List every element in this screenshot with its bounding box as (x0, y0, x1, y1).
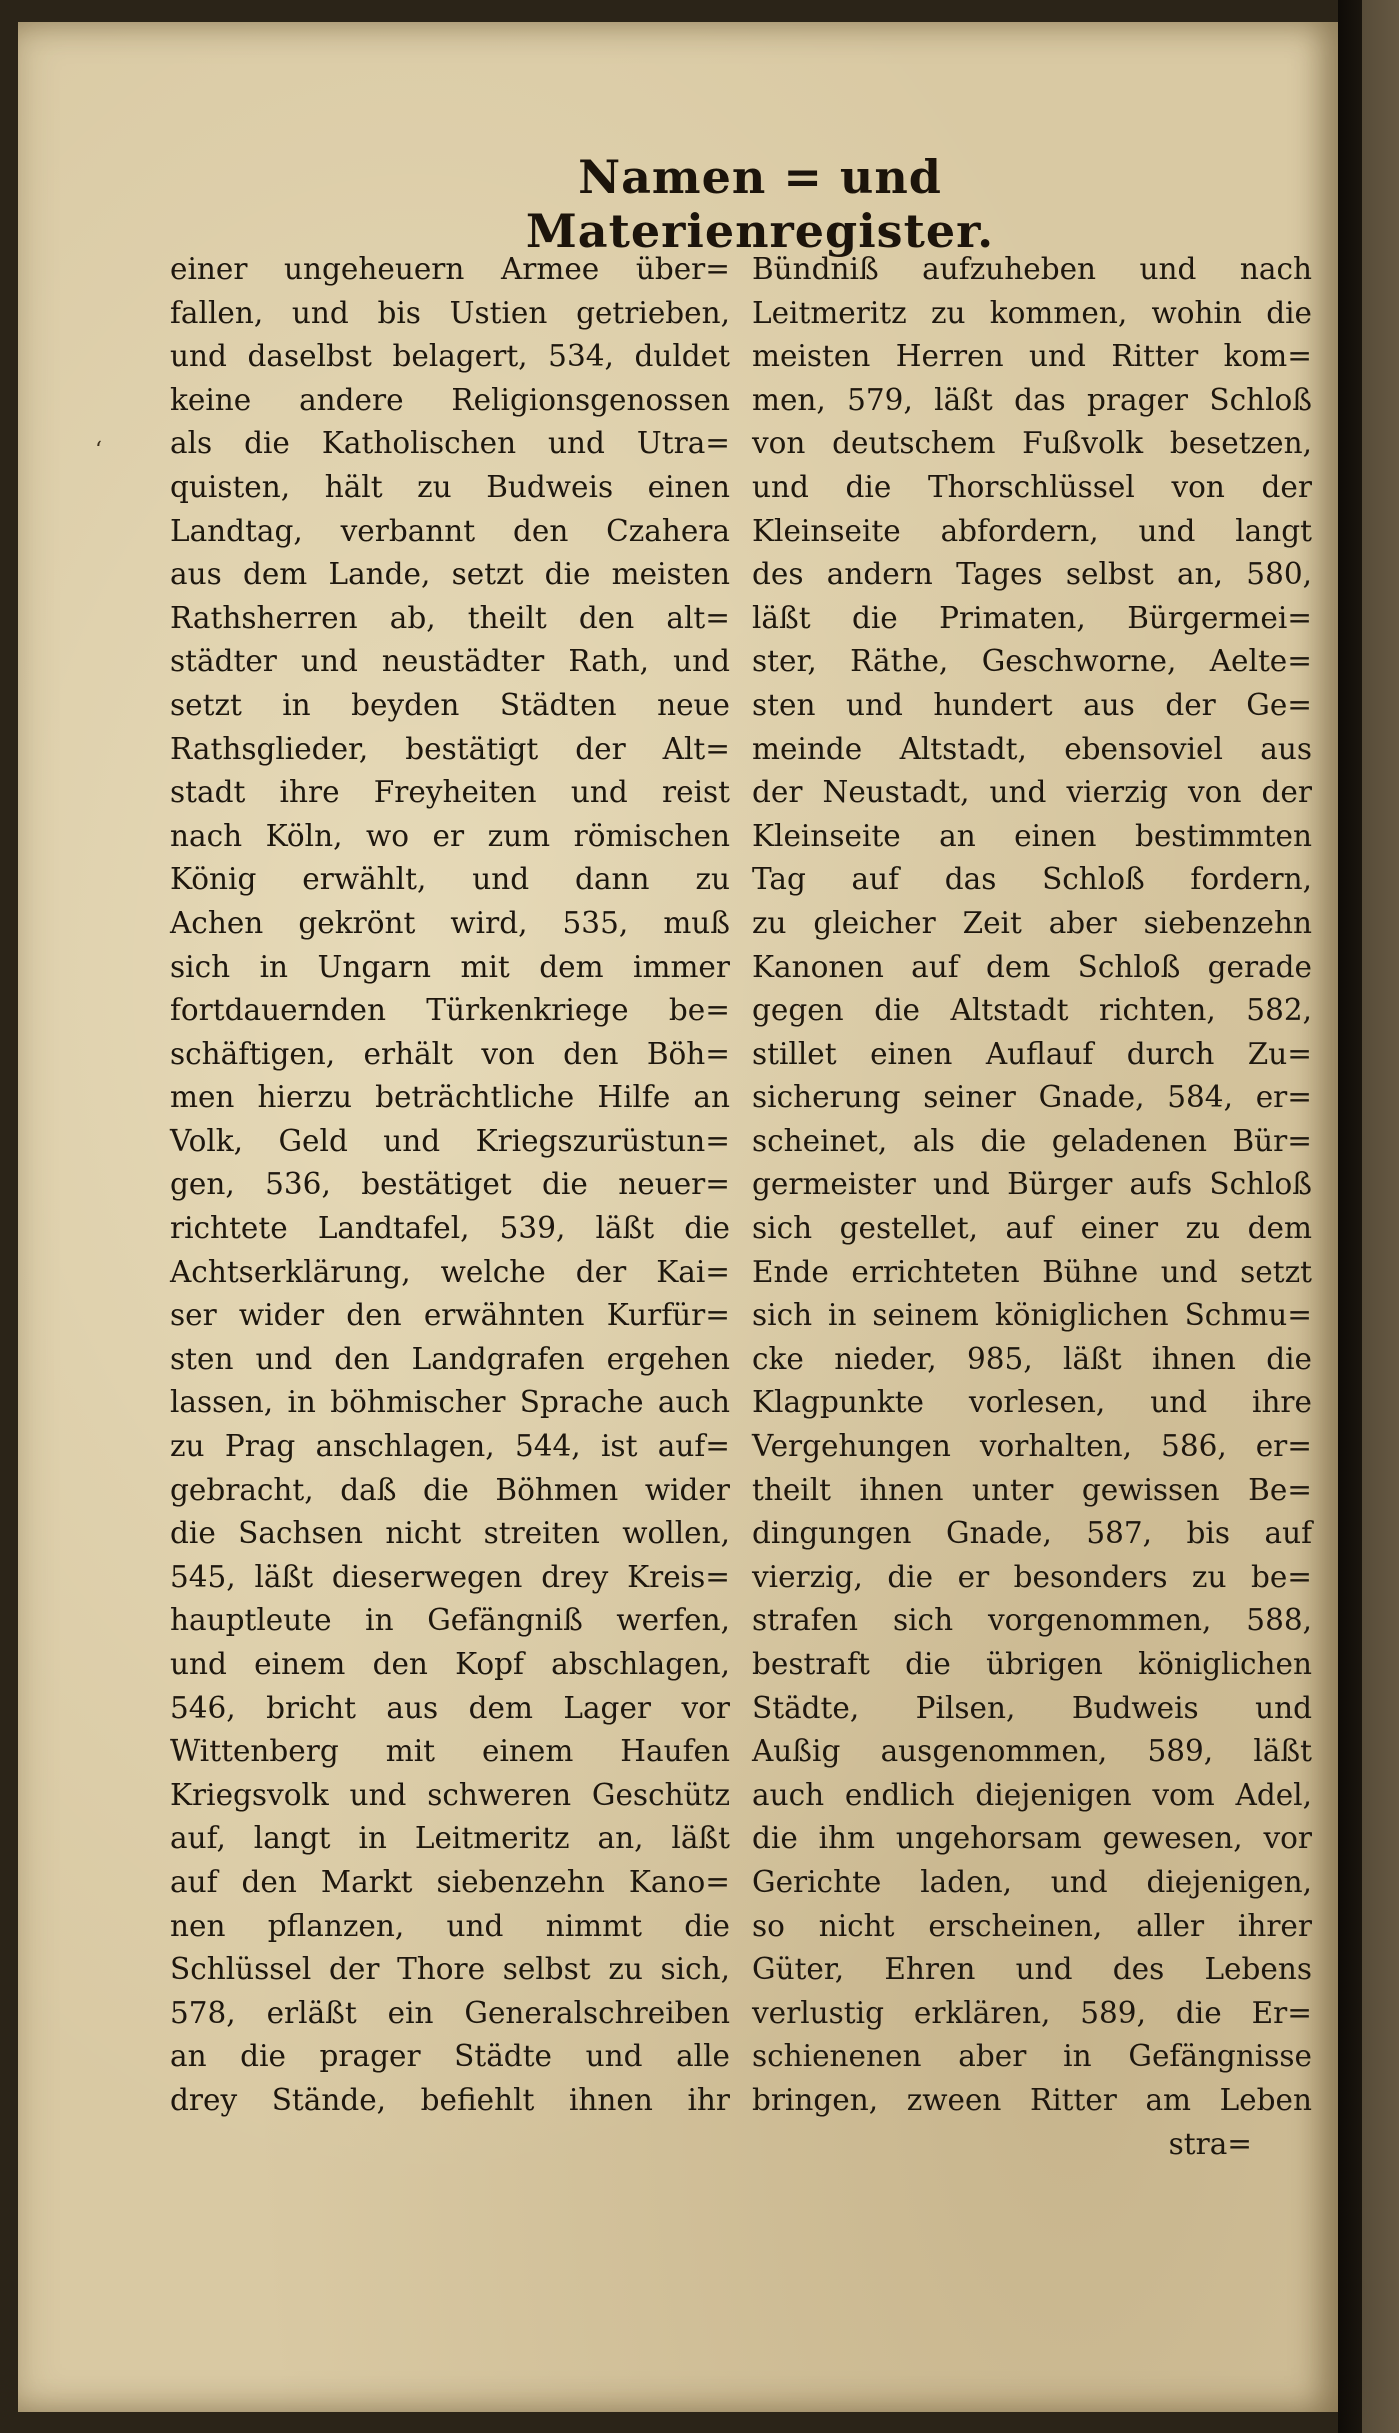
text-line: ster, Räthe, Geschworne, Aelte= (752, 644, 1312, 679)
text-line: fallen, und bis Ustien getrieben, (170, 295, 730, 330)
text-line: richtete Landtafel, 539, läßt die (170, 1211, 730, 1246)
text-line: germeister und Bürger aufs Schloß (752, 1167, 1312, 1202)
text-line: hauptleute in Gefängniß werfen, (170, 1603, 730, 1638)
text-line: strafen sich vorgenommen, 588, (752, 1603, 1312, 1638)
text-line: zu gleicher Zeit aber siebenzehn (752, 905, 1312, 940)
text-line: sten und den Landgrafen ergehen (170, 1341, 730, 1376)
text-line: Kleinseite an einen bestimmten (752, 818, 1312, 853)
margin-mark: ‘ (95, 438, 102, 463)
text-line: städter und neustädter Rath, und (170, 644, 730, 679)
next-page-edge (1362, 0, 1399, 2433)
text-line: men hierzu beträchtliche Hilfe an (170, 1080, 730, 1115)
text-line: cke nieder, 985, läßt ihnen die (752, 1341, 1312, 1376)
text-line: Städte, Pilsen, Budweis und (752, 1690, 1312, 1725)
text-line: keine andere Religionsgenossen (170, 382, 730, 417)
text-line: des andern Tages selbst an, 580, (752, 557, 1312, 592)
text-line: lassen, in böhmischer Sprache auch (170, 1385, 730, 1420)
text-line: nen pflanzen, und nimmt die (170, 1908, 730, 1943)
running-header: Namen = und Materienregister. (525, 150, 995, 258)
text-line: Kleinseite abfordern, und langt (752, 513, 1312, 548)
text-line: Güter, Ehren und des Lebens (752, 1952, 1312, 1987)
text-line: und einem den Kopf abschlagen, (170, 1647, 730, 1681)
text-line: verlustig erklären, 589, die Er= (752, 1995, 1312, 2030)
text-line: Außig ausgenommen, 589, läßt (752, 1734, 1312, 1769)
text-line: zu Prag anschlagen, 544, ist auf= (170, 1429, 730, 1464)
text-line: Bündniß aufzuheben und nach (752, 252, 1312, 286)
text-line: von deutschem Fußvolk besetzen, (752, 426, 1312, 461)
text-line: theilt ihnen unter gewissen Be= (752, 1472, 1312, 1507)
text-line: schienenen aber in Gefängnisse (752, 2039, 1312, 2074)
text-line: Rathsglieder, bestätigt der Alt= (170, 731, 730, 766)
text-line: fortdauernden Türkenkriege be= (170, 993, 730, 1028)
text-line: läßt die Primaten, Bürgermei= (752, 600, 1312, 635)
text-line: gebracht, daß die Böhmen wider (170, 1472, 730, 1507)
text-line: König erwählt, und dann zu (170, 862, 730, 897)
text-line: und die Thorschlüssel von der (752, 469, 1312, 504)
text-line: Wittenberg mit einem Haufen (170, 1734, 730, 1769)
text-line: Landtag, verbannt den Czahera (170, 513, 730, 548)
text-line: Kanonen auf dem Schloß gerade (752, 949, 1312, 984)
text-line: dingungen Gnade, 587, bis auf (752, 1516, 1312, 1551)
text-line: stadt ihre Freyheiten und reist (170, 775, 730, 810)
text-line: Ende errichteten Bühne und setzt (752, 1254, 1312, 1289)
text-line: Schlüssel der Thore selbst zu sich, (170, 1952, 730, 1987)
text-line: sich in seinem königlichen Schmu= (752, 1298, 1312, 1333)
text-line: der Neustadt, und vierzig von der (752, 775, 1312, 810)
text-line: gegen die Altstadt richten, 582, (752, 993, 1312, 1028)
catchword: stra= (1168, 2126, 1252, 2161)
text-line: drey Stände, befiehlt ihnen ihr (170, 2082, 730, 2117)
text-line: Achtserklärung, welche der Kai= (170, 1254, 730, 1289)
text-line: meisten Herren und Ritter kom= (752, 339, 1312, 374)
text-line: an die prager Städte und alle (170, 2039, 730, 2074)
text-line: quisten, hält zu Budweis einen (170, 469, 730, 504)
text-line: sten und hundert aus der Ge= (752, 687, 1312, 722)
right-column (752, 248, 1312, 2166)
text-line: bringen, zween Ritter am Leben (752, 2082, 1312, 2117)
text-line: als die Katholischen und Utra= (170, 426, 730, 461)
text-line: ser wider den erwähnten Kurfür= (170, 1298, 730, 1333)
text-line: schäftigen, erhält von den Böh= (170, 1036, 730, 1071)
text-line: Volk, Geld und Kriegszurüstun= (170, 1123, 730, 1158)
text-line: scheinet, als die geladenen Bür= (752, 1123, 1312, 1158)
text-line: setzt in beyden Städten neue (170, 687, 730, 722)
text-line: bestraft die übrigen königlichen (752, 1647, 1312, 1681)
text-line: und daselbst belagert, 534, duldet (170, 339, 730, 374)
text-line: Tag auf das Schloß fordern, (752, 862, 1312, 897)
text-line: Leitmeritz zu kommen, wohin die (752, 295, 1312, 330)
text-line: nach Köln, wo er zum römischen (170, 818, 730, 853)
text-line: auf den Markt siebenzehn Kano= (170, 1864, 730, 1899)
text-line: Vergehungen vorhalten, 586, er= (752, 1429, 1312, 1464)
text-line: Kriegsvolk und schweren Geschütz (170, 1777, 730, 1812)
text-line: auch endlich diejenigen vom Adel, (752, 1777, 1312, 1812)
text-line: 578, erläßt ein Generalschreiben (170, 1995, 730, 2030)
text-line: Klagpunkte vorlesen, und ihre (752, 1385, 1312, 1420)
left-column (170, 248, 730, 2123)
text-line: meinde Altstadt, ebensoviel aus (752, 731, 1312, 766)
text-line: Achen gekrönt wird, 535, muß (170, 905, 730, 940)
text-line: vierzig, die er besonders zu be= (752, 1559, 1312, 1594)
text-line: 546, bricht aus dem Lager vor (170, 1690, 730, 1725)
text-line: die Sachsen nicht streiten wollen, (170, 1516, 730, 1551)
text-line: sicherung seiner Gnade, 584, er= (752, 1080, 1312, 1115)
text-line: Rathsherren ab, theilt den alt= (170, 600, 730, 635)
text-line: sich gestellet, auf einer zu dem (752, 1211, 1312, 1246)
text-line: stillet einen Auflauf durch Zu= (752, 1036, 1312, 1071)
text-line: Gerichte laden, und diejenigen, (752, 1864, 1312, 1899)
text-line: men, 579, läßt das prager Schloß (752, 382, 1312, 417)
text-line: so nicht erscheinen, aller ihrer (752, 1908, 1312, 1943)
text-line: 545, läßt dieserwegen drey Kreis= (170, 1559, 730, 1594)
text-line: auf, langt in Leitmeritz an, läßt (170, 1821, 730, 1856)
text-line: sich in Ungarn mit dem immer (170, 949, 730, 984)
text-line: aus dem Lande, setzt die meisten (170, 557, 730, 592)
text-line: gen, 536, bestätiget die neuer= (170, 1167, 730, 1202)
text-line: einer ungeheuern Armee über= (170, 252, 730, 286)
text-line: die ihm ungehorsam gewesen, vor (752, 1821, 1312, 1856)
